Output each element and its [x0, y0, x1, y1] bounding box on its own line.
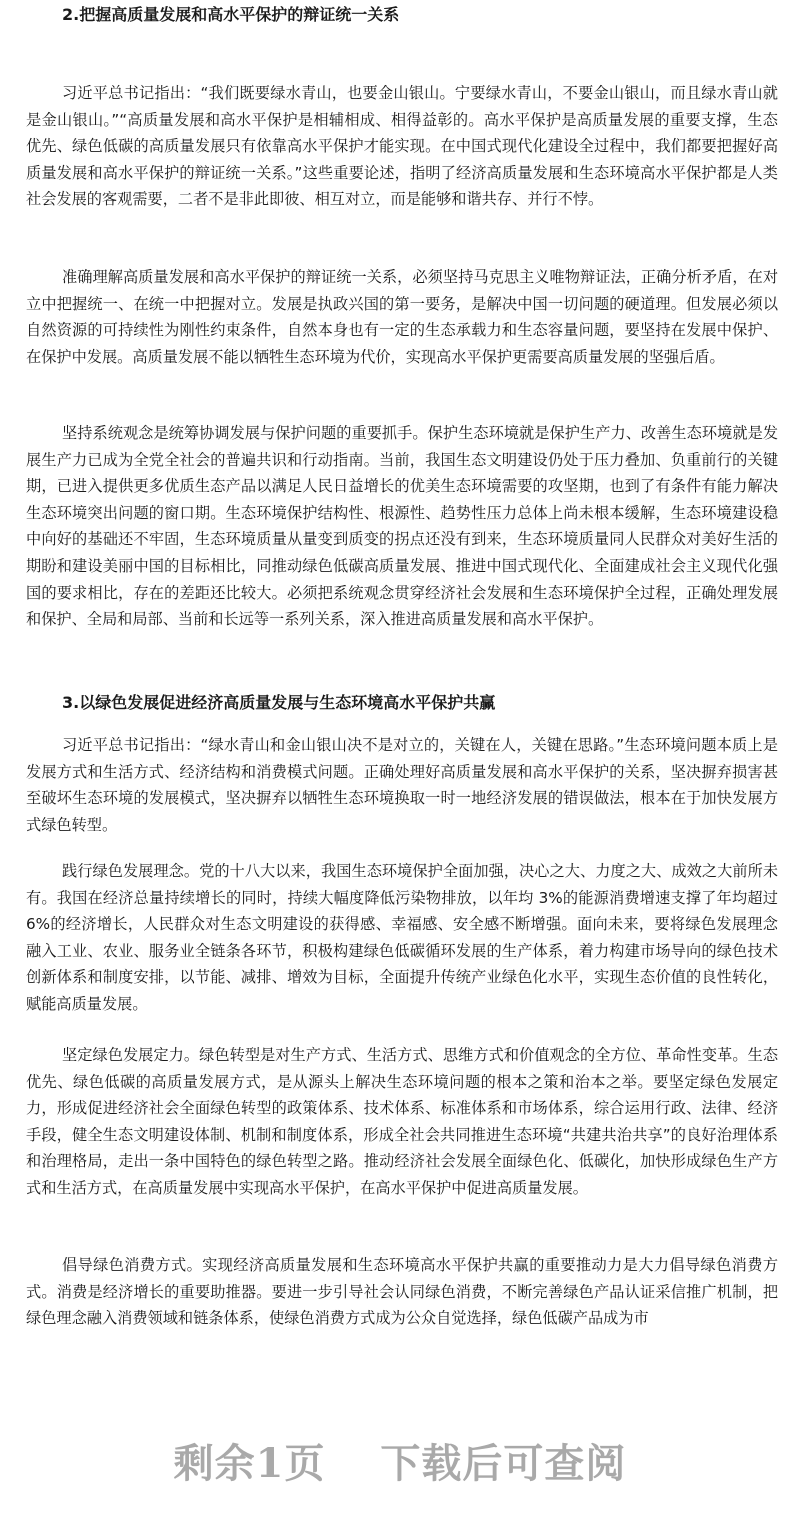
- section-2-body-3: [26, 420, 778, 633]
- section-2-body-2: [26, 264, 778, 370]
- download-banner[interactable]: [0, 1432, 800, 1489]
- paragraph: 践行绿色发展理念。党的十八大以来，我国生态环境保护全面加强，决心之大、力度之大、成效之大前所未有。我国在经济总量持续增长的同时，持续大幅度降低污染物排放，以年均 3%的能源消费增速支撑了年均超过 6%的经济增长，人民群众对生态文明建设的获得感、幸福感、安全感不断增强。面向未来，要将绿色发展理念融入工业、农业、服务业全链条各环节，积极构建绿色低碳循环发展的生产体系，着力构建市场导向的绿色技术创新体系和制度安排，以节能、减排、增效为目标，全面提升传统产业绿色化水平，实现生态价值的良性转化，赋能高质量发展。: [26, 862, 778, 1013]
- paragraph: 习近平总书记指出：“绿水青山和金山银山决不是对立的，关键在人，关键在思路。”生态环境问题本质上是发展方式和生活方式、经济结构和消费模式问题。正确处理好高质量发展和高水平保护的关系，坚决摒弃损害甚至破坏生态环境的发展模式，坚决摒弃以牺牲生态环境换取一时一地经济发展的错误做法，根本在于加快发展方式绿色转型。: [26, 736, 778, 834]
- paragraph: 准确理解高质量发展和高水平保护的辩证统一关系，必须坚持马克思主义唯物辩证法，正确分析矛盾，在对立中把握统一、在统一中把握对立。发展是执政兴国的第一要务，是解决中国一切问题的硬道理。但发展必须以自然资源的可持续性为刚性约束条件，自然本身也有一定的生态承载力和生态容量问题，要坚持在发展中保护、在保护中发展。高质量发展不能以牺牲生态环境为代价，实现高水平保护更需要高质量发展的坚强后盾。: [26, 268, 778, 366]
- paragraph: 倡导绿色消费方式。实现经济高质量发展和生态环境高水平保护共赢的重要推动力是大力倡导绿色消费方式。消费是经济增长的重要助推器。要进一步引导社会认同绿色消费，不断完善绿色产品认证采信推广机制，把绿色理念融入消费领域和链条体系，使绿色消费方式成为公众自觉选择，绿色低碳产品成为市: [26, 1256, 778, 1328]
- paragraph: 坚持系统观念是统筹协调发展与保护问题的重要抓手。保护生态环境就是保护生产力、改善生态环境就是发展生产力已成为全党全社会的普遍共识和行动指南。当前，我国生态文明建设仍处于压力叠加、负重前行的关键期，已进入提供更多优质生态产品以满足人民日益增长的优美生态环境需要的攻坚期，也到了有条件有能力解决生态环境突出问题的窗口期。生态环境保护结构性、根源性、趋势性压力总体上尚未根本缓解，生态环境建设稳中向好的基础还不牢固，生态环境质量从量变到质变的拐点还没有到来，生态环境质量同人民群众对美好生活的期盼和建设美丽中国的目标相比，同推动绿色低碳高质量发展、推进中国式现代化、全面建成社会主义现代化强国的要求相比，存在的差距还比较大。必须把系统观念贯穿经济社会发展和生态环境保护全过程，正确处理发展和保护、全局和局部、当前和长远等一系列关系，深入推进高质量发展和高水平保护。: [26, 424, 778, 629]
- section-2-heading: 2.把握高质量发展和高水平保护的辩证统一关系: [62, 5, 400, 24]
- remaining-pages-label: 剩余1页: [173, 1440, 326, 1487]
- paragraph: 习近平总书记指出：“我们既要绿水青山，也要金山银山。宁要绿水青山，不要金山银山，而且绿水青山就是金山银山。”“高质量发展和高水平保护是相辅相成、相得益彰的。高水平保护是高质量发展的重要支撑，生态优先、绿色低碳的高质量发展只有依靠高水平保护才能实现。在中国式现代化建设全过程中，我们都要把握好高质量发展和高水平保护的辩证统一关系。”这些重要论述，指明了经济高质量发展和生态环境高水平保护都是人类社会发展的客观需要，二者不是非此即彼、相互对立，而是能够和谐共存、并行不悖。: [26, 84, 778, 209]
- section-2-body: [26, 80, 778, 213]
- section-3-body: [26, 732, 778, 838]
- download-to-view-link[interactable]: 下载后可查阅: [380, 1440, 627, 1487]
- section-3-body-3: [26, 1042, 778, 1202]
- section-3-body-4: [26, 1252, 778, 1332]
- paragraph: 坚定绿色发展定力。绿色转型是对生产方式、生活方式、思维方式和价值观念的全方位、革命性变革。生态优先、绿色低碳的高质量发展方式，是从源头上解决生态环境问题的根本之策和治本之举。要坚定绿色发展定力，形成促进经济社会全面绿色转型的政策体系、技术体系、标准体系和市场体系，综合运用行政、法律、经济手段，健全生态文明建设体制、机制和制度体系，形成全社会共同推进生态环境“共建共治共享”的良好治理体系和治理格局，走出一条中国特色的绿色转型之路。推动经济社会发展全面绿色化、低碳化，加快形成绿色生产方式和生活方式，在高质量发展中实现高水平保护，在高水平保护中促进高质量发展。: [26, 1046, 778, 1197]
- section-3-body-2: [26, 858, 778, 1018]
- section-3-heading: 3.以绿色发展促进经济高质量发展与生态环境高水平保护共赢: [62, 693, 496, 712]
